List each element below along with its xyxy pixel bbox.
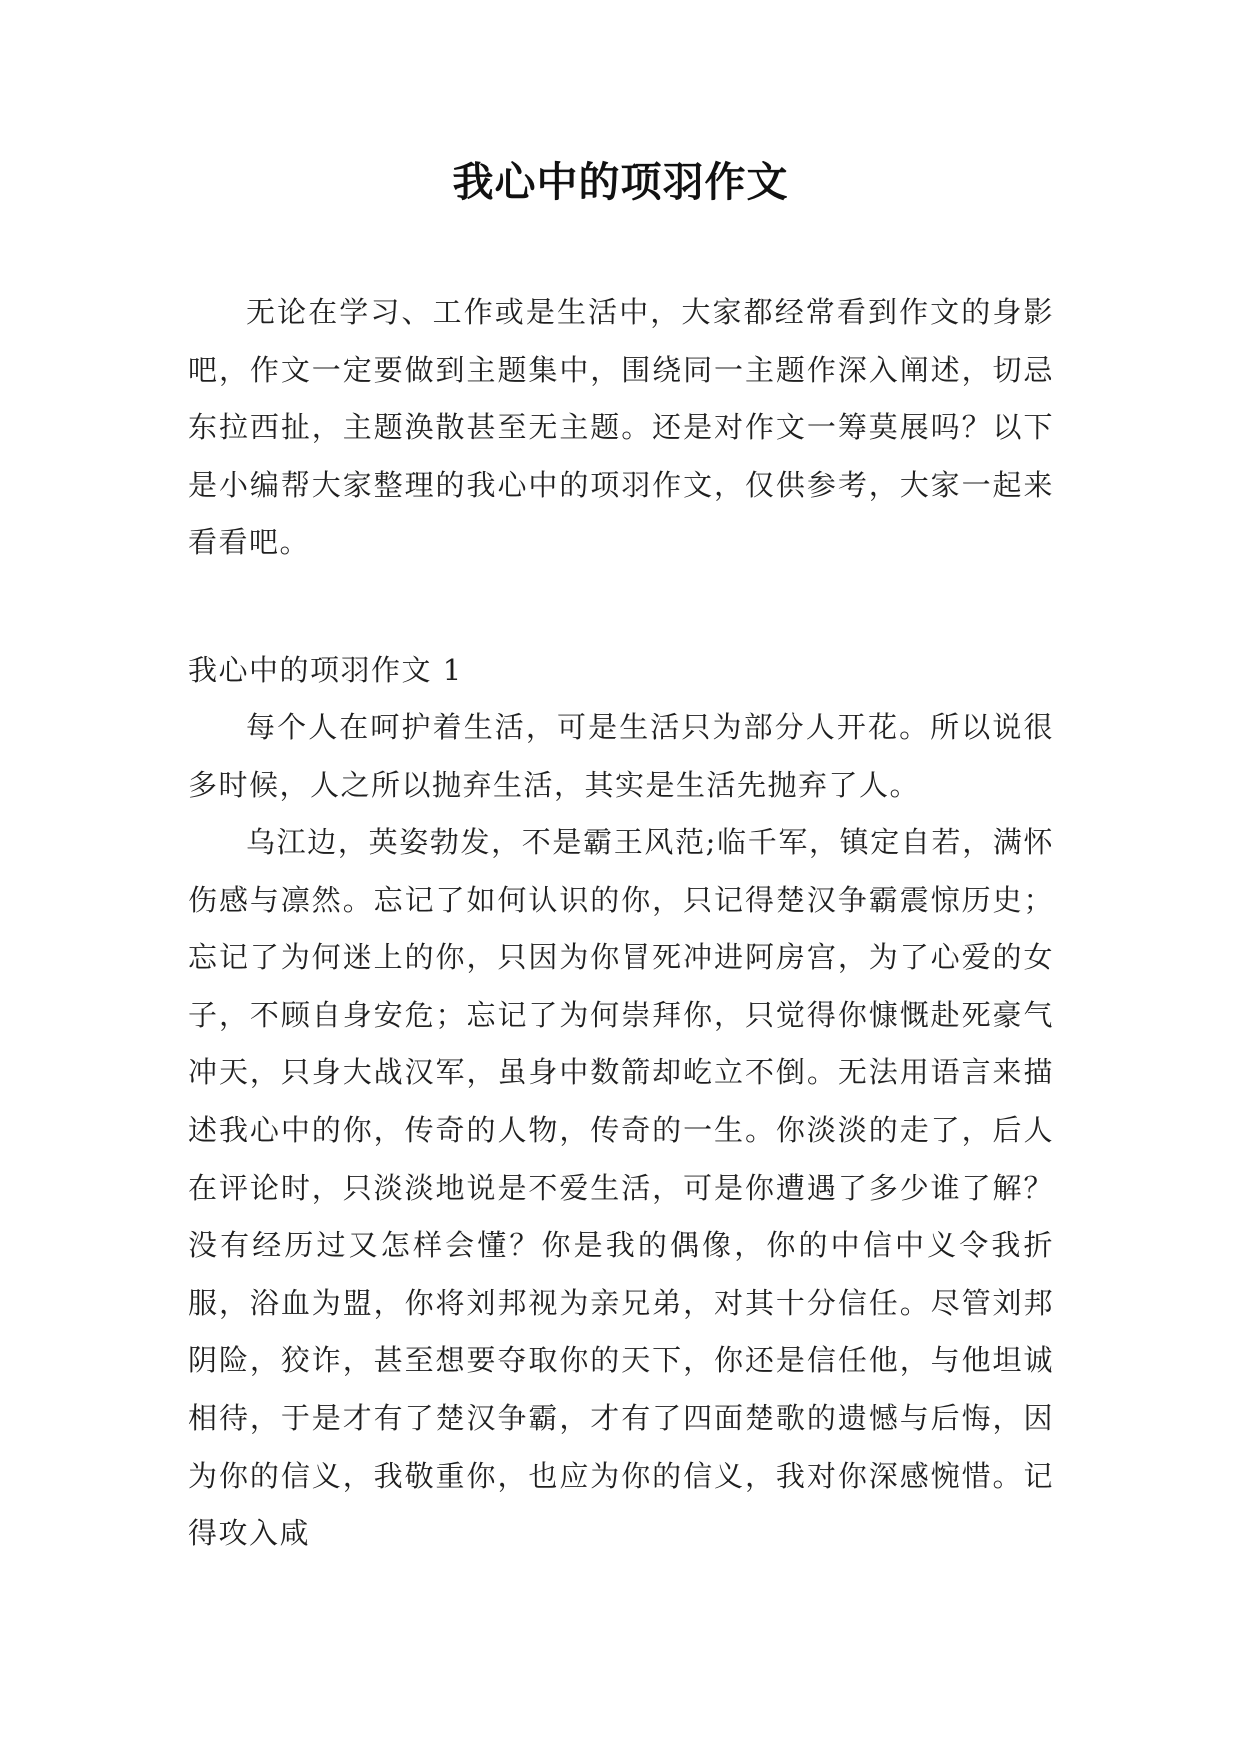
intro-paragraph: 无论在学习、工作或是生活中，大家都经常看到作文的身影吧，作文一定要做到主题集中，围绕同一主题作深入阐述，切忌东拉西扯，主题涣散甚至无主题。还是对作文一筹莫展吗？以下是小编帮大家整理的我心中的项羽作文，仅供参考，大家一起来看看吧。 xyxy=(188,295,1054,560)
body-paragraph-2: 乌江边，英姿勃发，不是霸王风范;临千军，镇定自若，满怀伤感与凛然。忘记了如何认识的你，只记得楚汉争霸震惊历史；忘记了为何迷上的你，只因为你冒死冲进阿房宫，为了心爱的女子，不顾自身安危；忘记了为何崇拜你，只觉得你慷慨赴死豪气冲天，只身大战汉军，虽身中数箭却屹立不倒。无法用语言来描述我心中的你，传奇的人物，传奇的一生。你淡淡的走了，后人在评论时，只淡淡地说是不爱生活，可是你遭遇了多少谁了解？没有经历过又怎样会懂？你是我的偶像，你的中信中义令我折服，浴血为盟，你将刘邦视为亲兄弟，对其十分信任。尽管刘邦阴险，狡诈，甚至想要夺取你的天下，你还是信任他，与他坦诚相待，于是才有了楚汉争霸，才有了四面楚歌的遗憾与后悔，因为你的信义，我敬重你，也应为你的信义，我对你深感惋惜。记得攻入咸 xyxy=(188,825,1054,1551)
section-heading: 我心中的项羽作文 1 xyxy=(188,653,463,687)
document-title: 我心中的项羽作文 xyxy=(452,158,789,206)
body-paragraph-1: 每个人在呵护着生活，可是生活只为部分人开花。所以说很多时候，人之所以抛弃生活，其实是生活先抛弃了人。 xyxy=(188,710,1054,802)
